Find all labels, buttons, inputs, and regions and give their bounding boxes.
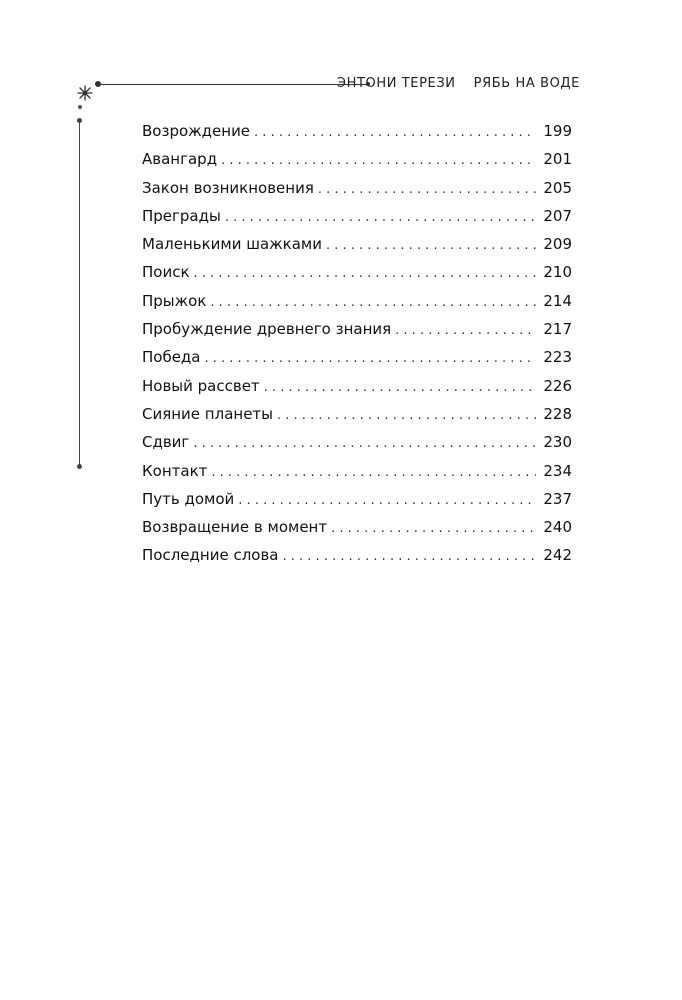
toc-entry-page-number: 207	[543, 206, 572, 225]
toc-dot-leader	[225, 206, 536, 230]
toc-entry	[142, 345, 572, 373]
toc-entry	[142, 260, 572, 288]
toc-entry-title: Авангард	[142, 150, 218, 169]
toc-dot-leader	[277, 404, 536, 428]
toc-entry	[142, 204, 572, 232]
toc-entry	[142, 289, 572, 317]
toc-entry	[142, 374, 572, 402]
toc-entry-page-number: 201	[543, 150, 572, 169]
toc-entry	[142, 147, 572, 175]
toc-entry	[142, 232, 572, 260]
toc-entry-title: Пробуждение древнего знания	[142, 320, 392, 339]
toc-entry-page-number: 214	[543, 291, 572, 310]
toc-dot-leader	[264, 376, 536, 400]
toc-entry	[142, 317, 572, 345]
toc-entry-title: Сияние планеты	[142, 404, 274, 423]
toc-entry-page-number: 228	[543, 404, 572, 423]
margin-rule-bottom-dot	[77, 464, 82, 469]
toc-dot-leader	[221, 149, 536, 173]
toc-entry-page-number: 209	[543, 235, 572, 254]
star-icon	[77, 85, 93, 101]
toc-entry-page-number: 223	[543, 348, 572, 367]
toc-entry-title: Маленькими шажками	[142, 235, 322, 254]
toc-entry-title: Последние слова	[142, 546, 279, 565]
toc-entry-title: Закон возникновения	[142, 178, 314, 197]
toc-entry-title: Путь домой	[142, 489, 235, 508]
toc-entry	[142, 543, 572, 571]
toc-entry	[142, 515, 572, 543]
toc-entry-page-number: 234	[543, 461, 572, 480]
table-of-contents	[142, 119, 572, 572]
toc-entry-title: Прыжок	[142, 291, 207, 310]
toc-dot-leader	[193, 432, 536, 456]
toc-dot-leader	[326, 234, 536, 258]
toc-dot-leader	[205, 347, 537, 371]
toc-entry-title: Преграды	[142, 206, 221, 225]
toc-dot-leader	[194, 262, 536, 286]
toc-dot-leader	[210, 291, 536, 315]
toc-entry	[142, 459, 572, 487]
toc-entry-page-number: 230	[543, 433, 572, 452]
running-head-author: ЭНТОНИ ТЕРЕЗИ	[336, 76, 456, 91]
toc-entry-page-number: 205	[543, 178, 572, 197]
toc-entry-page-number: 240	[543, 518, 572, 537]
toc-dot-leader	[331, 517, 536, 541]
toc-entry	[142, 487, 572, 515]
toc-entry	[142, 119, 572, 147]
toc-entry-page-number: 210	[543, 263, 572, 282]
toc-entry-title: Поиск	[142, 263, 190, 282]
toc-dot-leader	[318, 178, 536, 202]
toc-entry-page-number: 242	[543, 546, 572, 565]
toc-dot-leader	[395, 319, 536, 343]
toc-entry-title: Новый рассвет	[142, 376, 260, 395]
toc-entry	[142, 176, 572, 204]
toc-entry-title: Возвращение в момент	[142, 518, 328, 537]
toc-entry-title: Сдвиг	[142, 433, 190, 452]
toc-dot-leader	[238, 489, 536, 513]
ornament-dot	[78, 105, 82, 109]
toc-dot-leader	[254, 121, 536, 145]
margin-rule	[79, 121, 80, 466]
running-head-title: РЯБЬ НА ВОДЕ	[473, 76, 580, 91]
toc-dot-leader	[211, 461, 536, 485]
running-head	[336, 75, 580, 93]
toc-entry-title: Контакт	[142, 461, 208, 480]
toc-entry-title: Возрождение	[142, 122, 251, 140]
toc-entry-page-number: 237	[543, 489, 572, 508]
toc-dot-leader	[283, 545, 537, 569]
toc-entry-page-number: 199	[543, 122, 572, 140]
toc-entry	[142, 402, 572, 430]
header-rule	[98, 84, 368, 85]
toc-entry-title: Победа	[142, 348, 201, 367]
toc-entry	[142, 430, 572, 458]
toc-entry-page-number: 226	[543, 376, 572, 395]
toc-entry-page-number: 217	[543, 320, 572, 339]
